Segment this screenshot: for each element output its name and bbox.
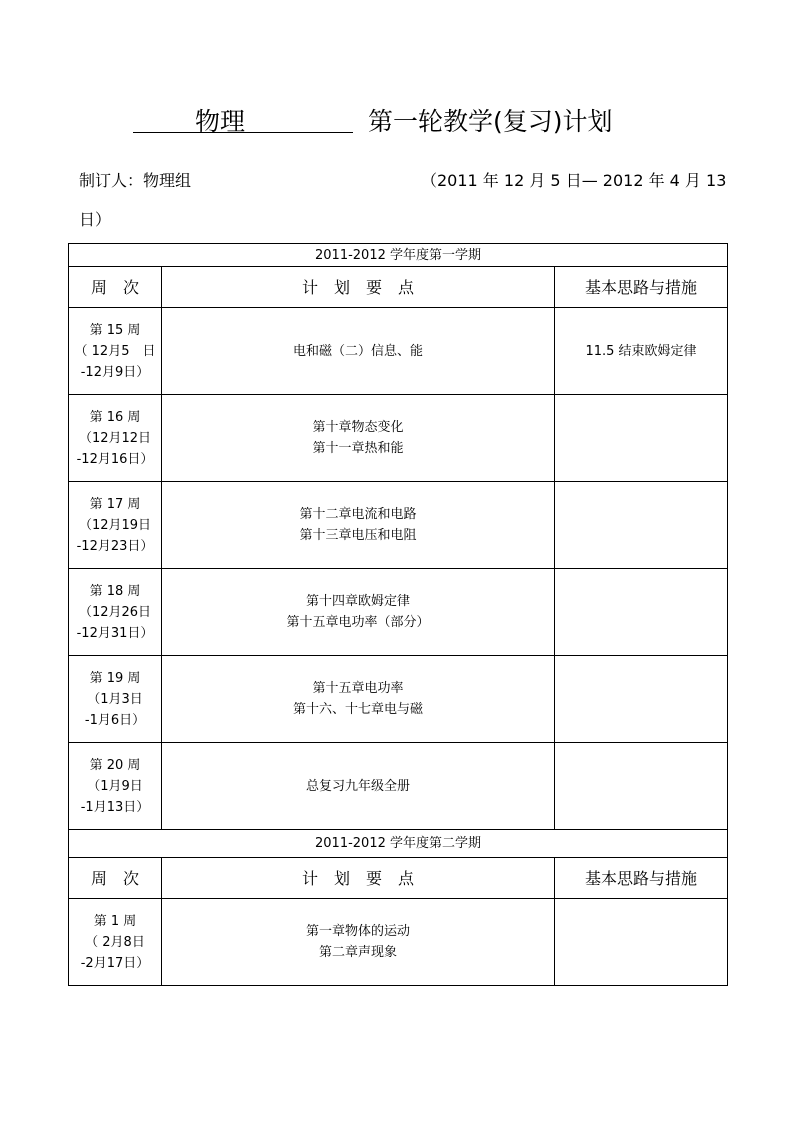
measures-cell: [555, 395, 728, 482]
table-row: [69, 899, 728, 986]
semester-2-label: 2011-2012 学年度第二学期: [69, 830, 728, 858]
week-range-start: （12月12日: [78, 430, 152, 446]
header-row: [69, 858, 728, 899]
semester-row: [69, 830, 728, 858]
week-number: 第 18 周: [89, 583, 141, 599]
plan-cell: [162, 899, 555, 986]
subject-name: 物理: [195, 107, 246, 136]
plan-cell: [162, 308, 555, 395]
week-number: 第 15 周: [89, 322, 141, 338]
plan-table: [68, 243, 728, 986]
week-range-start: （12月19日: [78, 517, 152, 533]
date-range-tail: 日）: [79, 210, 112, 229]
week-number: 第 20 周: [89, 757, 141, 773]
header-plan: 计 划 要 点: [162, 267, 555, 308]
week-cell: [69, 482, 162, 569]
document-title: [0, 100, 794, 140]
week-number: 第 1 周: [93, 913, 137, 929]
measures-cell: [555, 656, 728, 743]
plan-item: 第十二章电流和电路: [299, 507, 417, 522]
plan-item: 第十章物态变化: [312, 420, 404, 435]
week-range-end: -1月13日）: [80, 799, 150, 815]
table-row: [69, 482, 728, 569]
table-row: [69, 743, 728, 830]
plan-item: 总复习九年级全册: [305, 778, 410, 794]
week-range-start: （ 2月8日: [85, 934, 145, 950]
date-range: （2011 年 12 月 5 日— 2012 年 4 月 13: [421, 171, 727, 190]
measures-cell: [555, 899, 728, 986]
measures-cell: [555, 743, 728, 830]
plan-item: 第十一章热和能: [312, 441, 404, 456]
week-number: 第 16 周: [89, 409, 141, 425]
semester-row: [69, 244, 728, 267]
plan-cell: [162, 569, 555, 656]
plan-item: 第十四章欧姆定律: [305, 594, 410, 609]
plan-cell: [162, 482, 555, 569]
measures-cell: 11.5 结束欧姆定律: [555, 308, 728, 395]
week-cell: [69, 308, 162, 395]
plan-item: 第十三章电压和电阻: [299, 528, 417, 543]
table-row: [69, 308, 728, 395]
table-row: [69, 656, 728, 743]
week-range-end: -1月6日）: [84, 712, 146, 728]
week-range-end: -2月17日）: [80, 955, 150, 971]
table-row: [69, 569, 728, 656]
week-cell: [69, 656, 162, 743]
header-week: 周 次: [69, 267, 162, 308]
plan-item: 第十五章电功率: [312, 681, 404, 696]
measures-cell: [555, 482, 728, 569]
plan-cell: [162, 743, 555, 830]
week-range-end: -12月16日）: [76, 451, 154, 467]
plan-cell: [162, 395, 555, 482]
table-row: [69, 395, 728, 482]
week-range-start: （ 12月5 日: [74, 343, 156, 359]
plan-item: 第十五章电功率（部分）: [286, 615, 430, 630]
header-measures: 基本思路与措施: [555, 267, 728, 308]
week-range-end: -12月9日）: [80, 364, 150, 380]
header-week: 周 次: [69, 858, 162, 899]
week-number: 第 17 周: [89, 496, 141, 512]
week-range-end: -12月23日）: [76, 538, 154, 554]
header-row: [69, 267, 728, 308]
plan-item: 第二章声现象: [318, 945, 397, 960]
plan-item: 电和磁（二）信息、能: [292, 343, 423, 359]
week-cell: [69, 899, 162, 986]
measures-cell: [555, 569, 728, 656]
week-range-start: （12月26日: [78, 604, 152, 620]
week-cell: [69, 569, 162, 656]
week-range-start: （1月9日: [87, 778, 143, 794]
plan-title: 第一轮教学(复习)计划: [368, 107, 613, 136]
author-line: 制订人：物理组: [79, 171, 192, 190]
week-number: 第 19 周: [89, 670, 141, 686]
plan-cell: [162, 656, 555, 743]
week-range-start: （1月3日: [87, 691, 143, 707]
header-measures: 基本思路与措施: [555, 858, 728, 899]
plan-item: 第一章物体的运动: [305, 924, 410, 939]
header-plan: 计 划 要 点: [162, 858, 555, 899]
week-range-end: -12月31日）: [76, 625, 154, 641]
plan-item: 第十六、十七章电与磁: [292, 702, 423, 717]
week-cell: [69, 395, 162, 482]
subject-underline-field: [133, 100, 353, 136]
week-cell: [69, 743, 162, 830]
semester-1-label: 2011-2012 学年度第一学期: [69, 244, 728, 267]
